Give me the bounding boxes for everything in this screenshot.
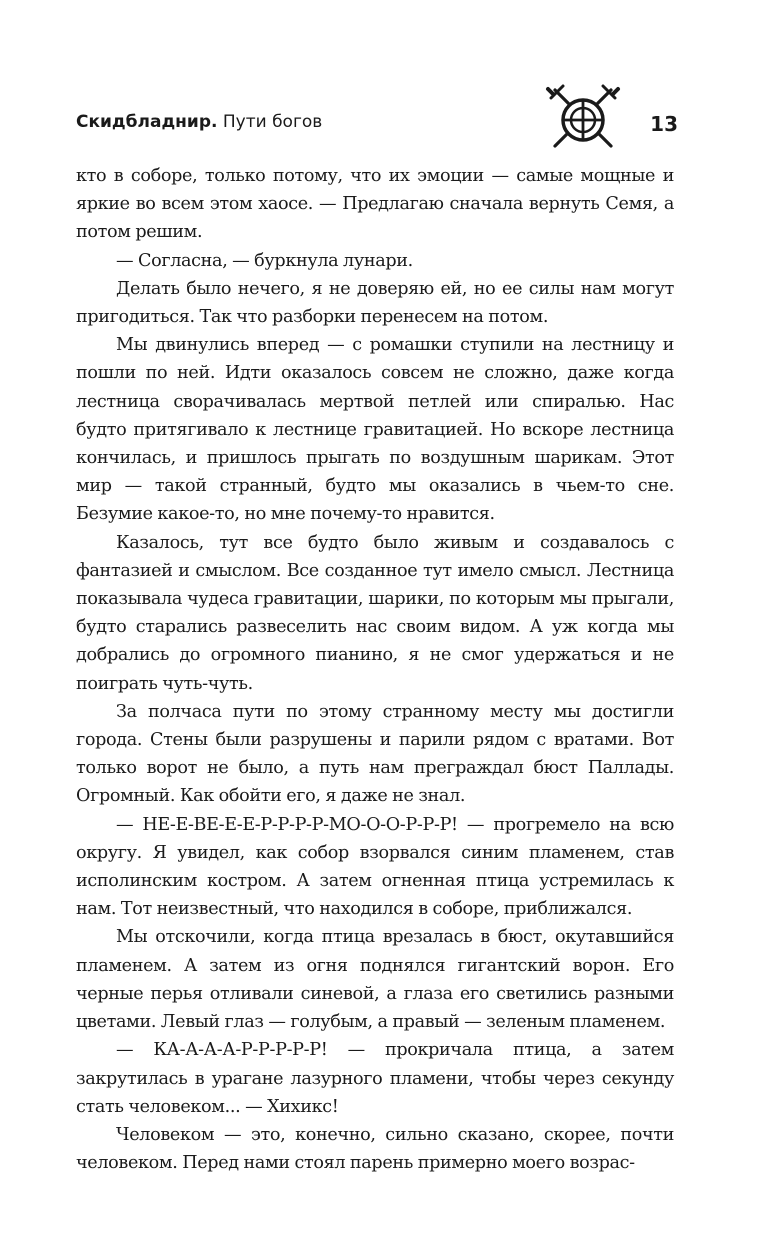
body-text bbox=[76, 162, 674, 1177]
page-number: 13 bbox=[650, 112, 678, 136]
paragraph: — Согласна, — буркнула лунари. bbox=[116, 250, 413, 271]
paragraph: — НЕ-Е-ВЕ-Е-Е-Р-Р-Р-Р-МО-О-О-Р-Р-Р! — прогремело на всю округу. Я увидел, как собор взорвался синим пламенем, став исполинским костром. А затем огненная птица устремилась к нам. Тот неизвестный, что находился в соборе, приближался. bbox=[76, 814, 674, 920]
running-title bbox=[76, 112, 322, 132]
paragraph: Мы отскочили, когда птица врезалась в бюст, окутавшийся пламенем. А затем из огня поднялся гигантский ворон. Его черные перья отливали синевой, а глаза его светились разными цветами. Левый глаз — голубым, а правый — зеленым пламенем. bbox=[76, 927, 674, 1033]
paragraph: Делать было нечего, я не доверяю ей, но ее силы нам могут пригодиться. Так что разборки перенесем на потом. bbox=[76, 278, 674, 328]
paragraph: Казалось, тут все будто было живым и создавалось с фантазией и смыслом. Все созданное тут имело смысл. Лестница показывала чудеса гравитации, шарики, по которым мы прыгали, будто старались развеселить нас своим видом. А уж когда мы добрались до огромного пианино, я не смог удержаться и не поиграть чуть-чуть. bbox=[76, 532, 674, 694]
paragraph: — КА-А-А-А-Р-Р-Р-Р-Р! — прокричала птица, а затем закрутилась в урагане лазурного пламени, чтобы через секунду стать человеком... — Хихикс! bbox=[76, 1040, 674, 1117]
page-header bbox=[76, 84, 678, 154]
paragraph: Человеком — это, конечно, сильно сказано, скорее, почти человеком. Перед нами стоял парень примерно моего возрас- bbox=[76, 1124, 674, 1174]
paragraph: За полчаса пути по этому странному месту мы достигли города. Стены были разрушены и парили рядом с вратами. Вот только ворот не было, а путь нам преграждал бюст Паллады. Огромный. Как обойти его, я даже не знал. bbox=[76, 701, 674, 807]
series-title: Скидбладнир. bbox=[76, 112, 218, 132]
shield-crossed-swords-icon bbox=[543, 84, 623, 154]
paragraph: кто в соборе, только потому, что их эмоции — самые мощные и яркие во всем этом хаосе. — Предлагаю сначала вернуть Семя, а потом решим. bbox=[76, 166, 674, 243]
book-title: Пути богов bbox=[222, 112, 323, 132]
paragraph: Мы двинулись вперед — с ромашки ступили на лестницу и пошли по ней. Идти оказалось совсем не сложно, даже когда лестница сворачивалась мертвой петлей или спиралью. Нас будто притягивало к лестнице гравитацией. Но вскоре лестница кончилась, и пришлось прыгать по воздушным шарикам. Этот мир — такой странный, будто мы оказались в чьем-то сне. Безумие какое-то, но мне почему-то нравится. bbox=[76, 335, 674, 525]
